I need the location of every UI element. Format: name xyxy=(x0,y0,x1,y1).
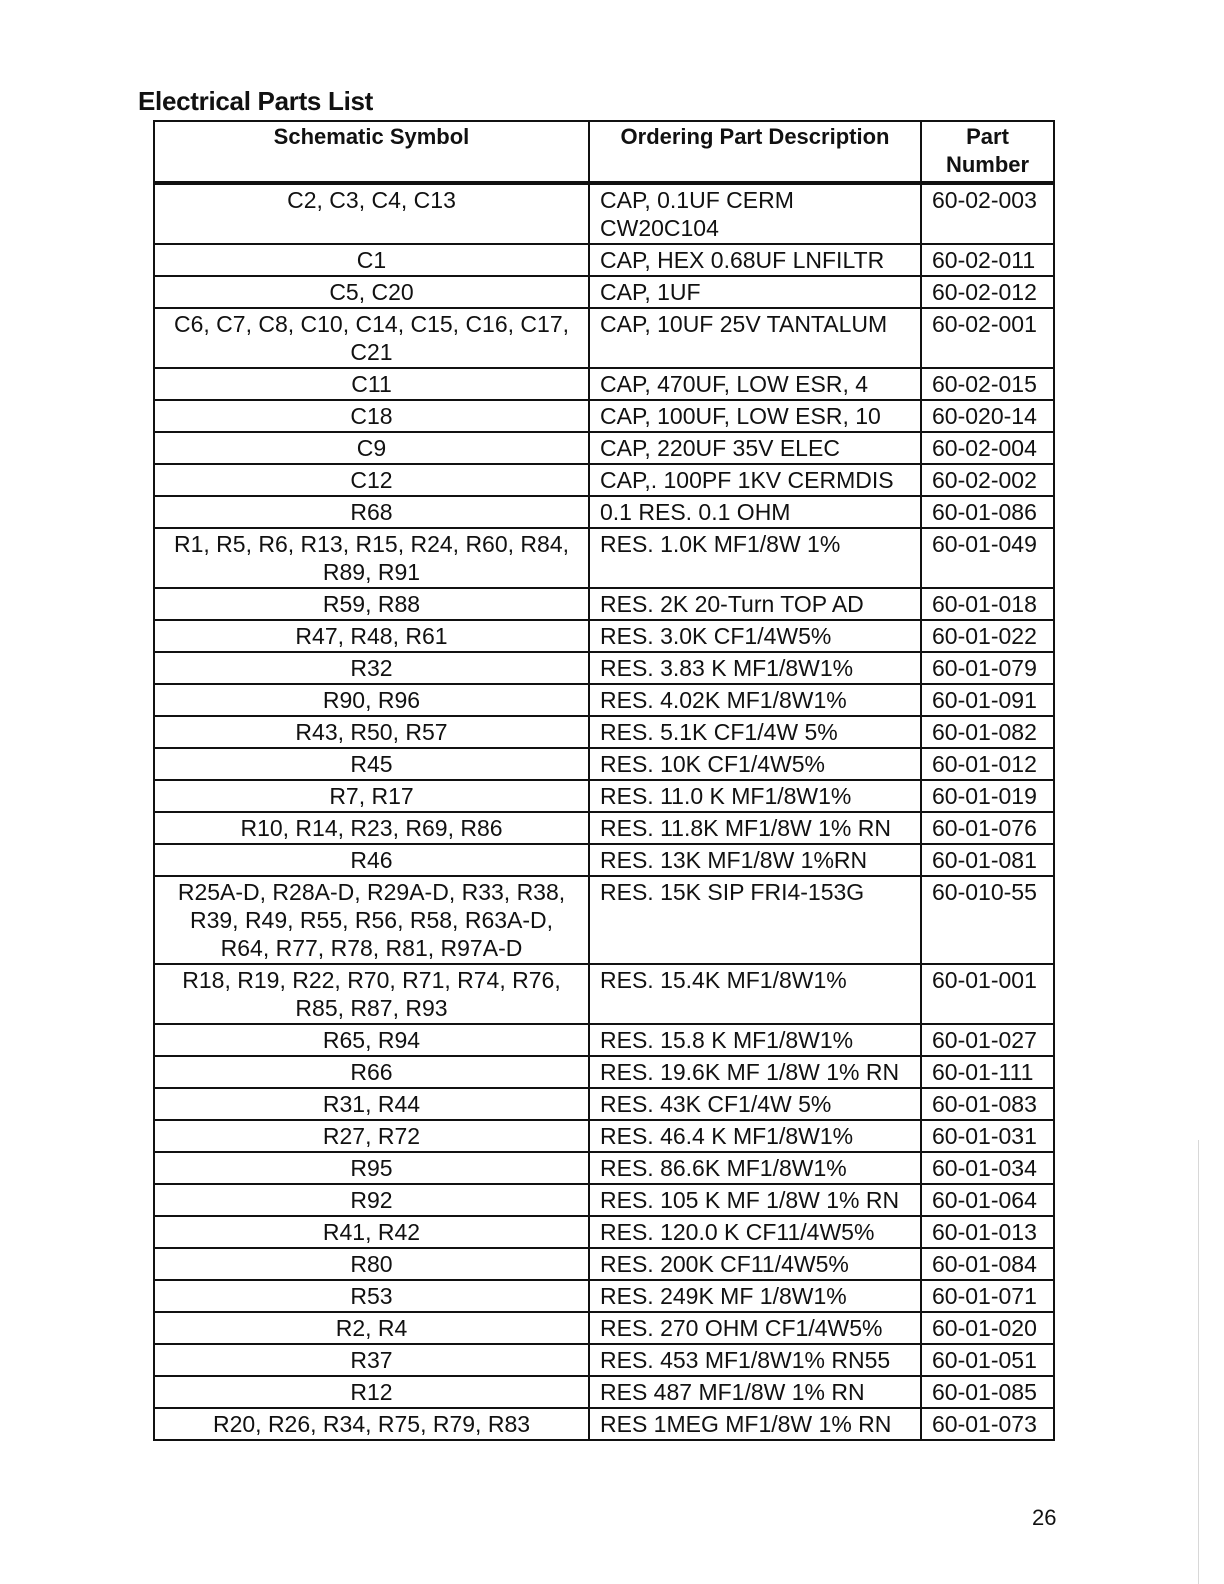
part-description-cell: CAP, HEX 0.68UF LNFILTR xyxy=(589,244,921,276)
table-row xyxy=(154,1120,1054,1152)
header-part-line2: Number xyxy=(945,152,1030,177)
part-number-cell: 60-01-079 xyxy=(921,652,1054,684)
part-description-cell: RES. 200K CF11/4W5% xyxy=(589,1248,921,1280)
schematic-symbol-cell: R53 xyxy=(154,1280,589,1312)
table-row xyxy=(154,308,1054,368)
part-number-cell: 60-01-082 xyxy=(921,716,1054,748)
part-description-cell: RES. 86.6K MF1/8W1% xyxy=(589,1152,921,1184)
part-description-cell: CAP, 10UF 25V TANTALUM xyxy=(589,308,921,368)
schematic-symbol-cell: R10, R14, R23, R69, R86 xyxy=(154,812,589,844)
page-title: Electrical Parts List xyxy=(138,86,374,116)
table-row xyxy=(154,1184,1054,1216)
parts-table xyxy=(153,120,1055,1441)
schematic-symbol-cell: R12 xyxy=(154,1376,589,1408)
part-description-cell: RES. 11.0 K MF1/8W1% xyxy=(589,780,921,812)
part-description-cell: RES. 3.83 K MF1/8W1% xyxy=(589,652,921,684)
table-row xyxy=(154,1280,1054,1312)
part-number-cell: 60-02-012 xyxy=(921,276,1054,308)
part-description-cell: RES. 19.6K MF 1/8W 1% RN xyxy=(589,1056,921,1088)
part-number-cell: 60-01-073 xyxy=(921,1408,1054,1440)
schematic-symbol-cell: C12 xyxy=(154,464,589,496)
page-number: 26 xyxy=(1032,1505,1057,1530)
schematic-symbol-cell: R95 xyxy=(154,1152,589,1184)
part-description-cell: RES. 43K CF1/4W 5% xyxy=(589,1088,921,1120)
table-row xyxy=(154,1024,1054,1056)
table-row xyxy=(154,1088,1054,1120)
table-row xyxy=(154,780,1054,812)
part-description-cell: RES. 1.0K MF1/8W 1% xyxy=(589,528,921,588)
part-number-cell: 60-01-076 xyxy=(921,812,1054,844)
table-row xyxy=(154,844,1054,876)
table-row xyxy=(154,1408,1054,1440)
schematic-symbol-cell: R68 xyxy=(154,496,589,528)
part-description-cell: CAP, 0.1UF CERM CW20C104 xyxy=(589,183,921,244)
table-body xyxy=(154,183,1054,1440)
part-number-cell: 60-01-111 xyxy=(921,1056,1054,1088)
schematic-symbol-cell: R7, R17 xyxy=(154,780,589,812)
schematic-symbol-cell: R25A-D, R28A-D, R29A-D, R33, R38, R39, R49, R55, R56, R58, R63A-D, R64, R77, R78, R81, R97A-D xyxy=(154,876,589,964)
scan-edge-line xyxy=(1198,1140,1199,1584)
part-description-cell: CAP, 1UF xyxy=(589,276,921,308)
part-description-cell: CAP, 100UF, LOW ESR, 10 xyxy=(589,400,921,432)
schematic-symbol-cell: R43, R50, R57 xyxy=(154,716,589,748)
part-number-cell: 60-01-013 xyxy=(921,1216,1054,1248)
table-row xyxy=(154,1056,1054,1088)
schematic-symbol-cell: C5, C20 xyxy=(154,276,589,308)
table-row xyxy=(154,244,1054,276)
part-description-cell: CAP, 470UF, LOW ESR, 4 xyxy=(589,368,921,400)
schematic-symbol-cell: R45 xyxy=(154,748,589,780)
table-row xyxy=(154,684,1054,716)
part-description-cell: CAP,. 100PF 1KV CERMDIS xyxy=(589,464,921,496)
schematic-symbol-cell: C11 xyxy=(154,368,589,400)
table-row xyxy=(154,276,1054,308)
table-row xyxy=(154,400,1054,432)
table-row xyxy=(154,496,1054,528)
part-number-cell: 60-01-085 xyxy=(921,1376,1054,1408)
table-row xyxy=(154,588,1054,620)
table-row xyxy=(154,620,1054,652)
schematic-symbol-cell: R92 xyxy=(154,1184,589,1216)
table-row xyxy=(154,964,1054,1024)
part-description-cell: RES. 5.1K CF1/4W 5% xyxy=(589,716,921,748)
part-description-cell: RES. 105 K MF 1/8W 1% RN xyxy=(589,1184,921,1216)
schematic-symbol-cell: R1, R5, R6, R13, R15, R24, R60, R84, R89, R91 xyxy=(154,528,589,588)
part-description-cell: RES. 120.0 K CF11/4W5% xyxy=(589,1216,921,1248)
table-row xyxy=(154,876,1054,964)
table-row xyxy=(154,1248,1054,1280)
header-row xyxy=(154,121,1054,183)
table-row xyxy=(154,1376,1054,1408)
part-number-cell: 60-02-011 xyxy=(921,244,1054,276)
schematic-symbol-cell: R41, R42 xyxy=(154,1216,589,1248)
part-number-cell: 60-02-004 xyxy=(921,432,1054,464)
table-row xyxy=(154,432,1054,464)
part-number-cell: 60-020-14 xyxy=(921,400,1054,432)
schematic-symbol-cell: R37 xyxy=(154,1344,589,1376)
table-row xyxy=(154,652,1054,684)
part-number-cell: 60-01-071 xyxy=(921,1280,1054,1312)
part-number-cell: 60-01-086 xyxy=(921,496,1054,528)
table-row xyxy=(154,528,1054,588)
schematic-symbol-cell: R46 xyxy=(154,844,589,876)
part-description-cell: CAP, 220UF 35V ELEC xyxy=(589,432,921,464)
part-number-cell: 60-02-015 xyxy=(921,368,1054,400)
part-number-cell: 60-01-051 xyxy=(921,1344,1054,1376)
part-number-cell: 60-01-084 xyxy=(921,1248,1054,1280)
table-row xyxy=(154,1152,1054,1184)
part-number-cell: 60-01-031 xyxy=(921,1120,1054,1152)
schematic-symbol-cell: C18 xyxy=(154,400,589,432)
header-schematic-symbol: Schematic Symbol xyxy=(154,121,589,183)
part-number-cell: 60-01-022 xyxy=(921,620,1054,652)
schematic-symbol-cell: R2, R4 xyxy=(154,1312,589,1344)
part-number-cell: 60-01-081 xyxy=(921,844,1054,876)
part-description-cell: RES 487 MF1/8W 1% RN xyxy=(589,1376,921,1408)
table-row xyxy=(154,464,1054,496)
header-part-number xyxy=(921,121,1054,183)
part-description-cell: RES. 2K 20-Turn TOP AD xyxy=(589,588,921,620)
part-number-cell: 60-01-020 xyxy=(921,1312,1054,1344)
schematic-symbol-cell: C1 xyxy=(154,244,589,276)
part-description-cell: RES. 15.4K MF1/8W1% xyxy=(589,964,921,1024)
table-row xyxy=(154,183,1054,244)
part-description-cell: RES. 13K MF1/8W 1%RN xyxy=(589,844,921,876)
part-description-cell: RES. 11.8K MF1/8W 1% RN xyxy=(589,812,921,844)
part-description-cell: 0.1 RES. 0.1 OHM xyxy=(589,496,921,528)
part-description-cell: RES. 249K MF 1/8W1% xyxy=(589,1280,921,1312)
schematic-symbol-cell: R59, R88 xyxy=(154,588,589,620)
schematic-symbol-cell: R65, R94 xyxy=(154,1024,589,1056)
part-number-cell: 60-01-034 xyxy=(921,1152,1054,1184)
part-number-cell: 60-01-001 xyxy=(921,964,1054,1024)
part-number-cell: 60-01-083 xyxy=(921,1088,1054,1120)
part-description-cell: RES. 10K CF1/4W5% xyxy=(589,748,921,780)
part-description-cell: RES. 3.0K CF1/4W5% xyxy=(589,620,921,652)
part-description-cell: RES. 15.8 K MF1/8W1% xyxy=(589,1024,921,1056)
schematic-symbol-cell: R20, R26, R34, R75, R79, R83 xyxy=(154,1408,589,1440)
table-row xyxy=(154,1216,1054,1248)
schematic-symbol-cell: R47, R48, R61 xyxy=(154,620,589,652)
table-row xyxy=(154,748,1054,780)
table-row xyxy=(154,368,1054,400)
part-description-cell: RES. 15K SIP FRI4-153G xyxy=(589,876,921,964)
part-number-cell: 60-01-091 xyxy=(921,684,1054,716)
part-number-cell: 60-02-002 xyxy=(921,464,1054,496)
schematic-symbol-cell: C6, C7, C8, C10, C14, C15, C16, C17, C21 xyxy=(154,308,589,368)
schematic-symbol-cell: R18, R19, R22, R70, R71, R74, R76, R85, R87, R93 xyxy=(154,964,589,1024)
table-header xyxy=(154,121,1054,183)
part-description-cell: RES. 4.02K MF1/8W1% xyxy=(589,684,921,716)
schematic-symbol-cell: R27, R72 xyxy=(154,1120,589,1152)
schematic-symbol-cell: R80 xyxy=(154,1248,589,1280)
schematic-symbol-cell: C9 xyxy=(154,432,589,464)
part-description-cell: RES. 453 MF1/8W1% RN55 xyxy=(589,1344,921,1376)
table-row xyxy=(154,1312,1054,1344)
part-number-cell: 60-02-003 xyxy=(921,183,1054,244)
schematic-symbol-cell: R31, R44 xyxy=(154,1088,589,1120)
part-number-cell: 60-010-55 xyxy=(921,876,1054,964)
part-number-cell: 60-01-027 xyxy=(921,1024,1054,1056)
part-description-cell: RES. 46.4 K MF1/8W1% xyxy=(589,1120,921,1152)
table-row xyxy=(154,716,1054,748)
part-number-cell: 60-01-049 xyxy=(921,528,1054,588)
table-row xyxy=(154,1344,1054,1376)
part-number-cell: 60-02-001 xyxy=(921,308,1054,368)
part-number-cell: 60-01-012 xyxy=(921,748,1054,780)
schematic-symbol-cell: C2, C3, C4, C13 xyxy=(154,183,589,244)
table-row xyxy=(154,812,1054,844)
part-number-cell: 60-01-019 xyxy=(921,780,1054,812)
schematic-symbol-cell: R32 xyxy=(154,652,589,684)
schematic-symbol-cell: R66 xyxy=(154,1056,589,1088)
schematic-symbol-cell: R90, R96 xyxy=(154,684,589,716)
part-number-cell: 60-01-018 xyxy=(921,588,1054,620)
part-number-cell: 60-01-064 xyxy=(921,1184,1054,1216)
part-description-cell: RES. 270 OHM CF1/4W5% xyxy=(589,1312,921,1344)
header-ordering-part-description: Ordering Part Description xyxy=(589,121,921,183)
header-part-line1: Part xyxy=(966,124,1009,149)
part-description-cell: RES 1MEG MF1/8W 1% RN xyxy=(589,1408,921,1440)
